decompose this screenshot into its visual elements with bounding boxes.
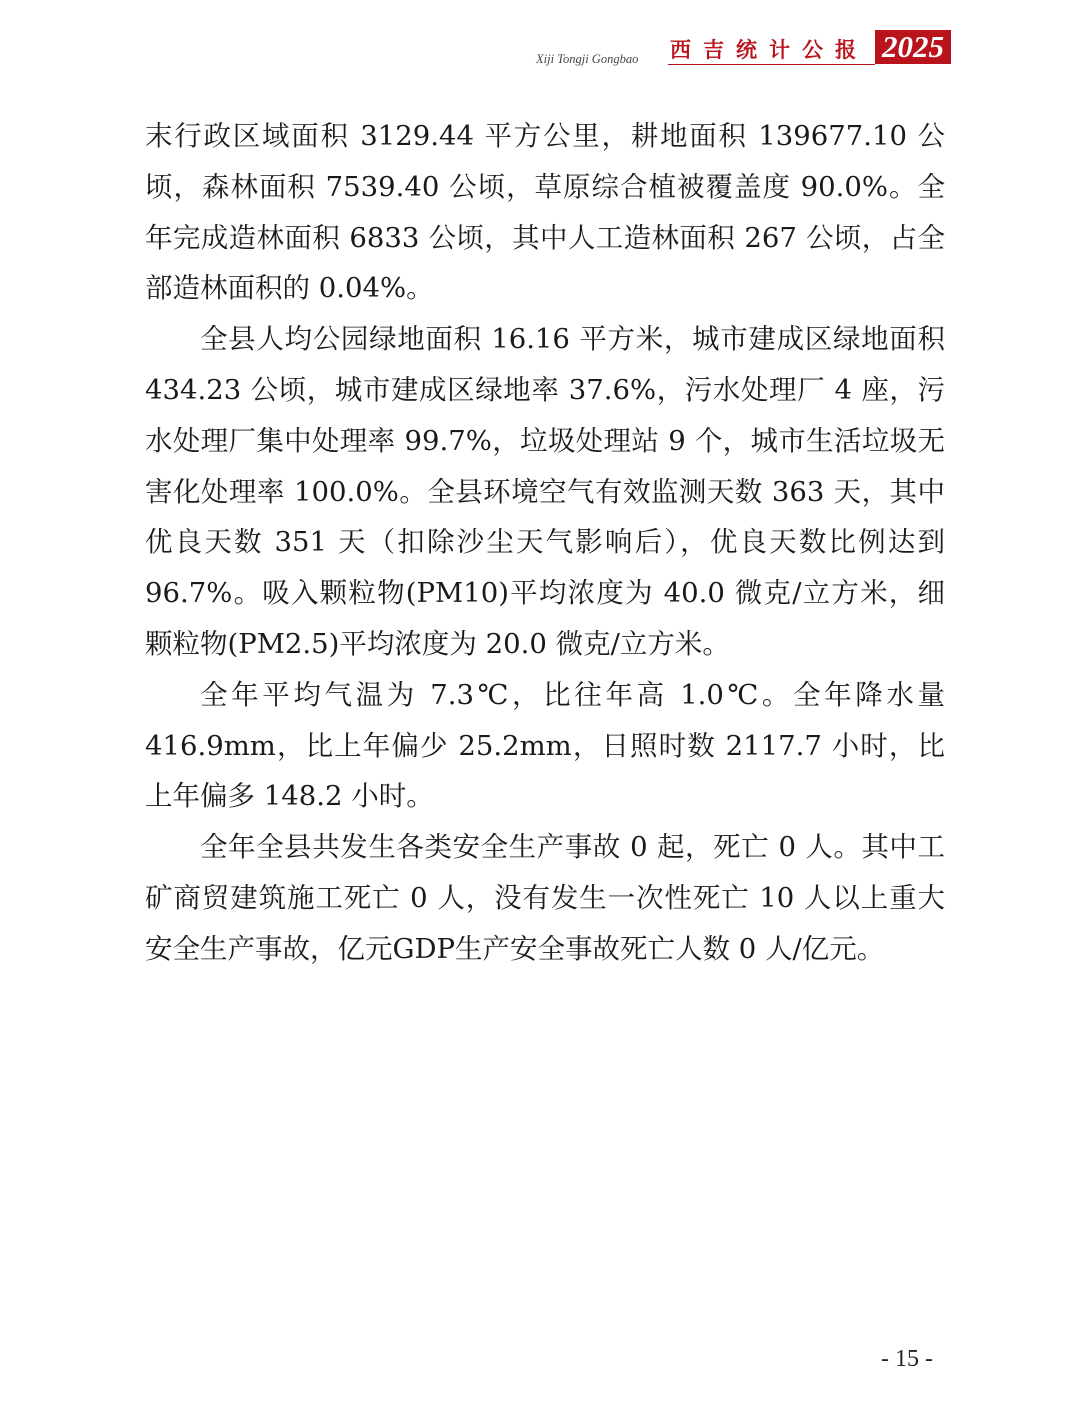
page-number: - 15 - [881,1346,933,1372]
header-rule [668,64,875,65]
paragraph-environment: 全县人均公园绿地面积 16.16 平方米，城市建成区绿地面积 434.23 公顷，城市建成区绿地率 37.6%，污水处理厂 4 座，污水处理厂集中处理率 99.7%，垃圾处理站 9 个，城市生活垃圾无害化处理率 100.0%。全县环境空气有效监测天数 363 天，其中优良天数 351 天（扣除沙尘天气影响后），优良天数比例达到 96.7%。吸入颗粒物(PM10)平均浓度为 40.0 微克/立方米，细颗粒物(PM2.5)平均浓度为 20.0 微克/立方米。 [145,323,945,660]
header-latin-title: Xiji Tongji Gongbao [536,52,639,66]
paragraph-climate: 全年平均气温为 7.3℃，比往年高 1.0℃。全年降水量 416.9mm，比上年偏少 25.2mm，日照时数 2117.7 小时，比上年偏多 148.2 小时。 [145,678,945,813]
page-header [530,28,950,68]
paragraph-land-forest: 末行政区域面积 3129.44 平方公里，耕地面积 139677.10 公顷，森林面积 7539.40 公顷，草原综合植被覆盖度 90.0%。全年完成造林面积 6833 公顷，其中人工造林面积 267 公顷，占全部造林面积的 0.04%。 [145,120,945,305]
document-body [145,111,945,975]
header-year-badge: 2025 [875,30,951,64]
paragraph-safety: 全年全县共发生各类安全生产事故 0 起，死亡 0 人。其中工矿商贸建筑施工死亡 0 人，没有发生一次性死亡 10 人以上重大安全生产事故，亿元GDP生产安全事故死亡人数 0 人/亿元。 [145,831,945,965]
header-chinese-title: 西吉统计公报 [670,37,868,62]
